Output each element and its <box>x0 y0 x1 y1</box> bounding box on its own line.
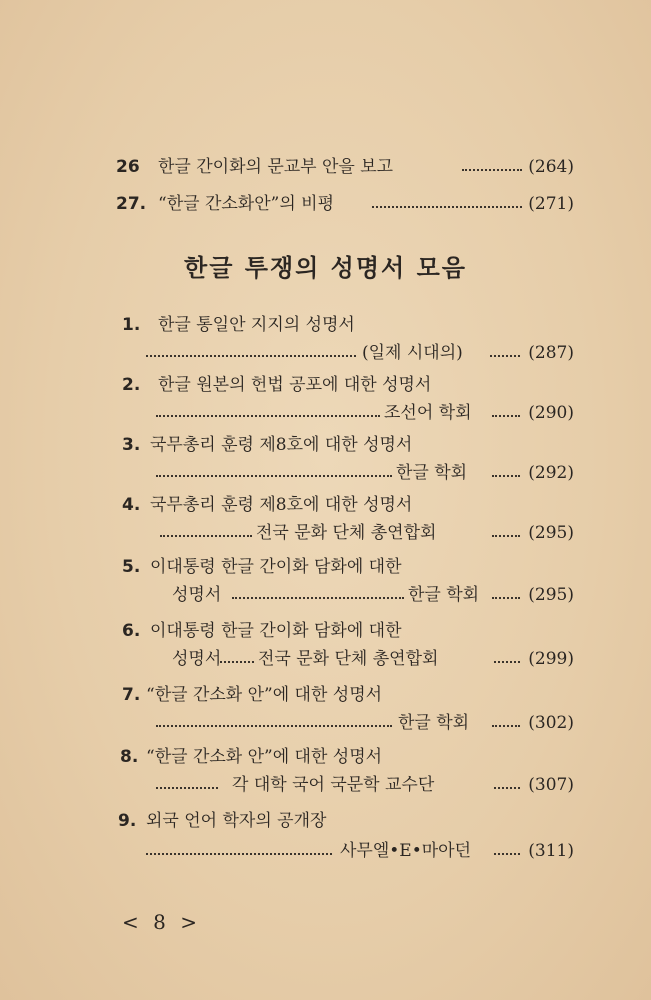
page-number: < 8 > <box>122 910 201 934</box>
entry-title: 이대통령 한글 간이화 담화에 대한 <box>150 557 402 577</box>
leader-dots <box>156 474 392 477</box>
entry-page: (299) <box>528 649 574 669</box>
leader-dots <box>156 724 392 727</box>
entry-number: 4. <box>122 495 141 515</box>
entry-number: 1. <box>122 315 141 335</box>
entry-number: 8. <box>120 747 139 767</box>
leader-dots <box>492 534 520 537</box>
entry-title: 한글 간이화의 문교부 안을 보고 <box>158 157 394 177</box>
entry-number: 5. <box>122 557 141 577</box>
leader-dots <box>146 354 356 357</box>
entry-title-continued: 성명서 <box>172 649 222 669</box>
entry-page: (311) <box>528 841 574 861</box>
entry-number: 9. <box>118 811 137 831</box>
leader-dots <box>490 354 520 357</box>
entry-number: 27. <box>116 194 147 214</box>
entry-source: (일제 시대의) <box>362 343 463 363</box>
leader-dots <box>372 205 522 208</box>
leader-dots <box>156 786 218 789</box>
leader-dots <box>494 852 520 855</box>
entry-source: 한글 학회 <box>396 463 468 483</box>
leader-dots <box>146 852 332 855</box>
section-title: 한글 투쟁의 성명서 모음 <box>184 254 467 282</box>
leader-dots <box>492 474 520 477</box>
entry-source: 각 대학 국어 국문학 교수단 <box>232 775 435 795</box>
entry-page: (292) <box>528 463 574 483</box>
entry-number: 26 <box>116 157 140 177</box>
entry-source: 사무엘•E•마아던 <box>340 841 471 861</box>
entry-title: 국무총리 훈령 제8호에 대한 성명서 <box>150 495 413 515</box>
entry-number: 7. <box>122 685 141 705</box>
leader-dots <box>462 168 522 171</box>
entry-page: (295) <box>528 585 574 605</box>
entry-title: 외국 언어 학자의 공개장 <box>146 811 327 831</box>
leader-dots <box>156 414 380 417</box>
entry-source: 전국 문화 단체 총연합회 <box>258 649 439 669</box>
entry-title-continued: 성명서 <box>172 585 222 605</box>
leader-dots <box>160 534 252 537</box>
entry-title: 한글 통일안 지지의 성명서 <box>158 315 355 335</box>
leader-dots <box>232 596 404 599</box>
leader-dots <box>492 724 520 727</box>
entry-page: (290) <box>528 403 574 423</box>
entry-source: 전국 문화 단체 총연합회 <box>256 523 437 543</box>
entry-number: 2. <box>122 375 141 395</box>
entry-page: (271) <box>528 194 574 214</box>
entry-source: 조선어 학회 <box>384 403 472 423</box>
entry-number: 6. <box>122 621 141 641</box>
entry-title: 한글 원본의 헌법 공포에 대한 성명서 <box>158 375 432 395</box>
entry-title: “한글 간소화안”의 비평 <box>158 194 334 214</box>
leader-dots <box>494 660 520 663</box>
entry-page: (307) <box>528 775 574 795</box>
entry-number: 3. <box>122 435 141 455</box>
entry-page: (264) <box>528 157 574 177</box>
leader-dots <box>492 414 520 417</box>
entry-page: (287) <box>528 343 574 363</box>
entry-source: 한글 학회 <box>408 585 480 605</box>
entry-title: 이대통령 한글 간이화 담화에 대한 <box>150 621 402 641</box>
leader-dots <box>220 660 254 663</box>
leader-dots <box>492 596 520 599</box>
entry-title: “한글 간소화 안”에 대한 성명서 <box>146 747 383 767</box>
entry-title: 국무총리 훈령 제8호에 대한 성명서 <box>150 435 413 455</box>
entry-page: (295) <box>528 523 574 543</box>
entry-title: “한글 간소화 안”에 대한 성명서 <box>146 685 383 705</box>
entry-source: 한글 학회 <box>398 713 470 733</box>
entry-page: (302) <box>528 713 574 733</box>
leader-dots <box>494 786 520 789</box>
